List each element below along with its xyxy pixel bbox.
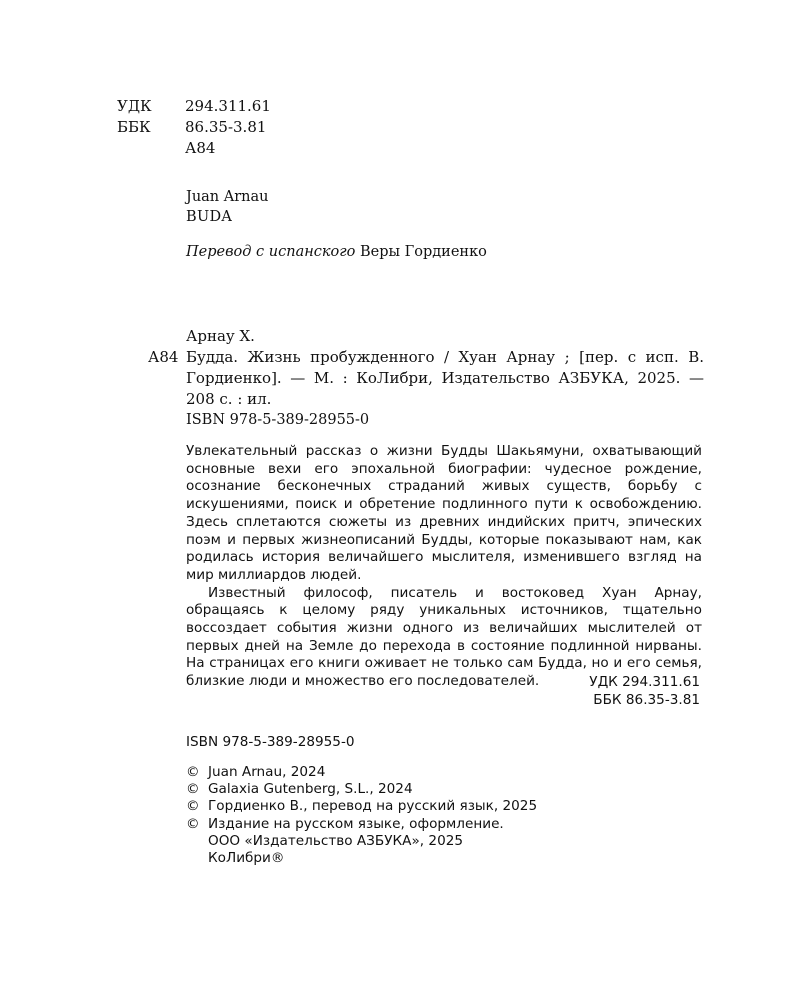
copyright-text: Juan Arnau, 2024 xyxy=(208,764,326,780)
copyright-line xyxy=(186,764,706,781)
translator-name: Веры Гордиенко xyxy=(359,244,487,260)
bib-description: Будда. Жизнь пробужденного / Хуан Арнау ; [пер. с исп. В. Гордиенко]. — М. : КоЛибри, Издательство АЗБУКА, 2025. — 208 с. : ил. xyxy=(186,348,704,408)
copyright-line xyxy=(186,781,706,798)
bibliographic-record xyxy=(148,326,704,410)
copyright-line xyxy=(186,798,706,815)
bib-code: А84 xyxy=(148,348,179,366)
classification-block xyxy=(117,96,271,159)
bbk-label: ББК xyxy=(117,118,151,136)
classification-codes-right xyxy=(589,673,700,709)
bib-author-heading: Арнау Х. xyxy=(186,327,255,345)
bbk-row xyxy=(117,117,271,138)
copyright-symbol: © xyxy=(186,815,200,832)
udk-value: 294.311.61 xyxy=(185,97,271,115)
copyright-text: Гордиенко В., перевод на русский язык, 2025 xyxy=(208,798,538,815)
copyright-text: Galaxia Gutenberg, S.L., 2024 xyxy=(208,781,413,798)
original-edition xyxy=(186,187,268,227)
original-title: BUDA xyxy=(186,209,233,225)
author-mark-row xyxy=(117,138,271,159)
annotation-paragraph-2: Известный философ, писатель и востоковед Хуан Арнау, обращаясь к целому ряду уникальных источников, тщательно воссоздает события жизни одного из величайших мыслителей от первых дней на Земле до перехода в состояние подлинной нирваны. На страницах его книги оживает не только сам Будда, но и его семья, близкие люди и множество его последователей. xyxy=(186,584,702,690)
original-author: Juan Arnau xyxy=(186,189,269,205)
translation-prefix: Перевод с испанского xyxy=(186,244,356,260)
copyright-line xyxy=(186,816,706,833)
annotation xyxy=(186,443,702,691)
imprint-trademark: КоЛибри® xyxy=(208,850,285,867)
bbk-value: 86.35-3.81 xyxy=(185,118,267,136)
isbn-bottom: ISBN 978-5-389-28955-0 xyxy=(186,734,355,750)
copyright-text: Издание на русском языке, оформление. xyxy=(208,815,504,832)
isbn-top: ISBN 978-5-389-28955-0 xyxy=(186,412,370,428)
copyright-symbol: © xyxy=(186,781,200,798)
udk-row xyxy=(117,96,271,117)
copyright-symbol: © xyxy=(186,798,200,815)
copyright-symbol: © xyxy=(186,764,200,780)
translation-credit xyxy=(186,244,487,260)
udk-code-right: УДК 294.311.61 xyxy=(589,674,700,690)
bib-entry xyxy=(148,347,704,410)
bbk-code-right: ББК 86.35-3.81 xyxy=(593,692,700,708)
author-mark: А84 xyxy=(185,139,216,157)
udk-label: УДК xyxy=(117,97,152,115)
annotation-paragraph-1: Увлекательный рассказ о жизни Будды Шакьямуни, охватывающий основные вехи его эпохальной биографии: чудесное рождение, осознание бесконечных страданий живых существ, борьбу с искушениями, поиск и обретение подлинного пути к освобождению. Здесь сплетаются сюжеты из древних индийских притч, эпических поэм и первых жизнеописаний Будды, которые показывают нам, как родилась история величайшего мыслителя, изменившего взгляд на мир миллиардов людей. xyxy=(186,443,702,583)
copyright-notices xyxy=(186,764,706,867)
publisher-copyright: ООО «Издательство АЗБУКА», 2025 xyxy=(208,832,464,849)
